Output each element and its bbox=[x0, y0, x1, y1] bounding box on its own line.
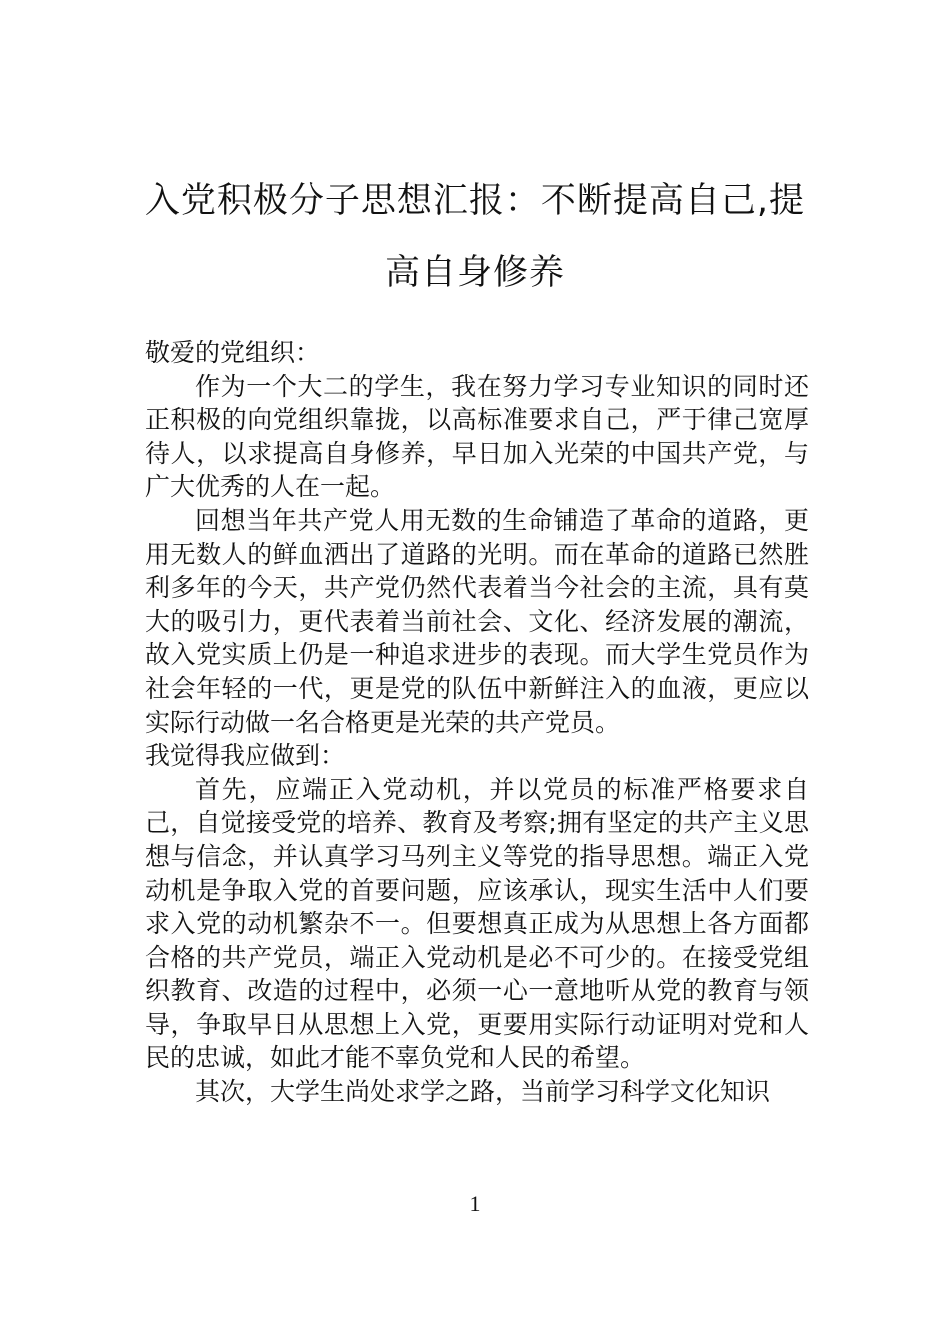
paragraph-2: 回想当年共产党人用无数的生命铺造了革命的道路，更用无数人的鲜血洒出了道路的光明。而在革命的道路已然胜利多年的今天，共产党仍然代表着当今社会的主流，具有莫大的吸引力，更代表着当前社会、文化、经济发展的潮流，故入党实质上仍是一种追求进步的表现。而大学生党员作为社会年轻的一代，更是党的队伍中新鲜注入的血液，更应以实际行动做一名合格更是光荣的共产党员。 bbox=[145, 505, 809, 737]
paragraph-3: 首先，应端正入党动机，并以党员的标准严格要求自己，自觉接受党的培养、教育及考察;拥有坚定的共产主义思想与信念，并认真学习马列主义等党的指导思想。端正入党动机是争取入党的首要问题，应该承认，现实生活中人们要求入党的动机繁杂不一。但要想真正成为从思想上各方面都合格的共产党员，端正入党动机是必不可少的。在接受党组织教育、改造的过程中，必须一心一意地听从党的教育与领导，争取早日从思想上入党，更要用实际行动证明对党和人民的忠诚，如此才能不辜负党和人民的希望。 bbox=[145, 774, 809, 1073]
paragraph-4: 其次，大学生尚处求学之路，当前学习科学文化知识 bbox=[195, 1077, 771, 1107]
page-number: 1 bbox=[469, 1191, 481, 1216]
document-title bbox=[140, 165, 810, 309]
paragraph-1: 作为一个大二的学生，我在努力学习专业知识的同时还正积极的向党组织靠拢，以高标准要求自己，严于律己宽厚待人，以求提高自身修养，早日加入光荣的中国共产党，与广大优秀的人在一起。 bbox=[145, 371, 809, 502]
transition-line: 我觉得我应做到： bbox=[145, 741, 346, 771]
document-body bbox=[145, 336, 809, 1109]
title-line-1: 入党积极分子思想汇报：不断提高自己,提 bbox=[144, 181, 806, 221]
salutation: 敬爱的党组织： bbox=[145, 338, 321, 367]
title-line-2: 高自身修养 bbox=[384, 253, 565, 293]
